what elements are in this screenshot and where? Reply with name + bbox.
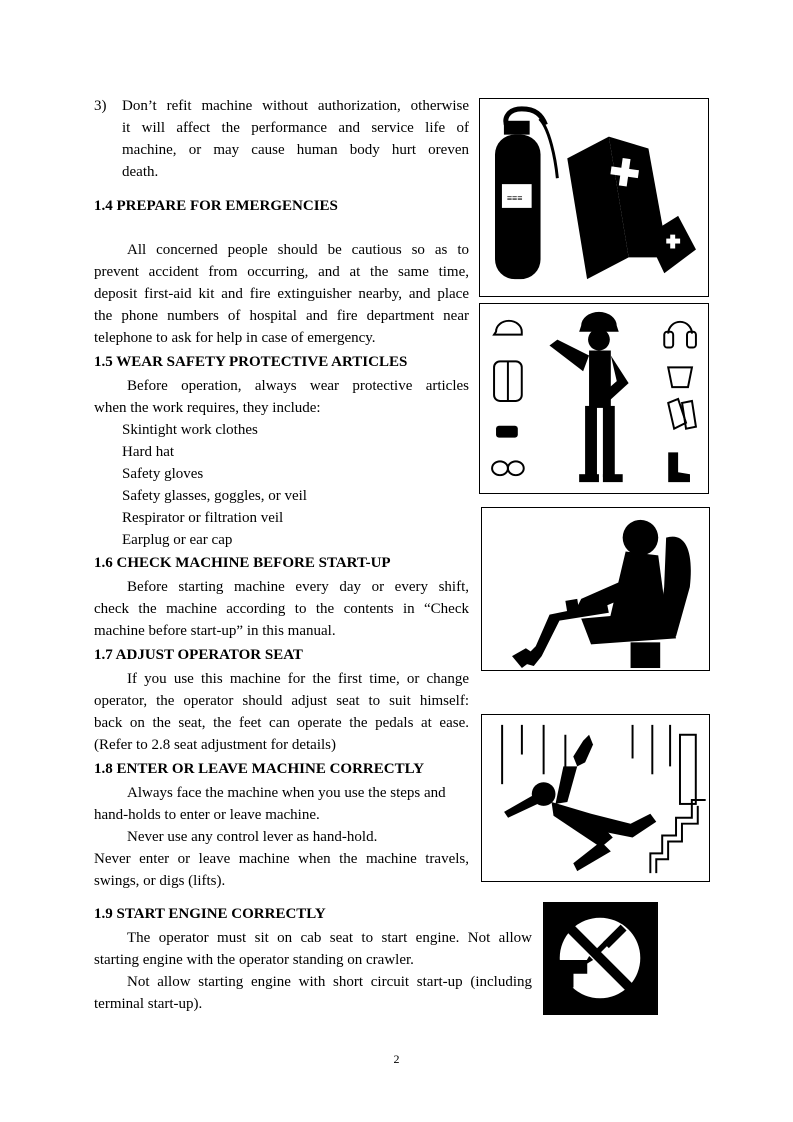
- s15-item-3: Safety gloves: [122, 466, 204, 482]
- svg-text:≡≡≡: ≡≡≡: [506, 192, 523, 203]
- s16-line-2: check the machine according to the contents in “Check: [94, 601, 469, 617]
- page-number: 2: [393, 1052, 400, 1066]
- s18-line-4: Never enter or leave machine when the machine travels,: [94, 851, 469, 867]
- s19-line-1: The operator must sit on cab seat to start engine. Not allow: [127, 930, 532, 946]
- seated-operator-icon: [482, 508, 709, 670]
- s17-line-2: operator, the operator should adjust seat to suit himself:: [94, 693, 469, 709]
- s15-line-1: Before operation, always wear protective articles: [127, 378, 469, 394]
- item3-line-2: it will affect the performance and service life of: [122, 120, 469, 136]
- s17-line-4: (Refer to 2.8 seat adjustment for details): [94, 737, 337, 753]
- s15-item-1: Skintight work clothes: [122, 422, 258, 438]
- s18-line-1: Always face the machine when you use the steps and: [127, 785, 446, 801]
- s15-item-2: Hard hat: [122, 444, 175, 460]
- item3-line-1: Don’t refit machine without authorization, otherwise: [122, 98, 469, 114]
- s17-line-1: If you use this machine for the first time, or change: [127, 671, 469, 687]
- heading-1-8: 1.8 ENTER OR LEAVE MACHINE CORRECTLY: [94, 761, 425, 777]
- s14-line-1: All concerned people should be cautious so as to: [127, 242, 469, 258]
- s14-line-2: prevent accident from occurring, and at the same time,: [94, 264, 469, 280]
- s17-line-3: back on the seat, the feet can operate the pedals at ease.: [94, 715, 469, 731]
- s16-line-3: machine before start-up” in this manual.: [94, 623, 336, 639]
- falling-person-icon: [482, 715, 709, 881]
- s16-line-1: Before starting machine every day or every shift,: [127, 579, 469, 595]
- s19-line-2: starting engine with the operator standing on crawler.: [94, 952, 414, 968]
- s15-item-6: Earplug or ear cap: [122, 532, 233, 548]
- s18-line-2: hand-holds to enter or leave machine.: [94, 807, 320, 823]
- heading-1-4: 1.4 PREPARE FOR EMERGENCIES: [94, 198, 338, 214]
- s14-line-3: deposit first-aid kit and fire extinguisher nearby, and place: [94, 286, 469, 302]
- fire-extinguisher-firstaid-icon: [480, 99, 708, 296]
- s19-line-4: terminal start-up).: [94, 996, 203, 1012]
- s19-line-3: Not allow starting engine with short circuit start-up (including: [127, 974, 532, 990]
- s18-line-5: swings, or digs (lifts).: [94, 873, 226, 889]
- s15-item-5: Respirator or filtration veil: [122, 510, 284, 526]
- s15-item-4: Safety glasses, goggles, or veil: [122, 488, 307, 504]
- heading-1-7: 1.7 ADJUST OPERATOR SEAT: [94, 647, 303, 663]
- enter-leave-machine-illustration: [481, 714, 710, 882]
- protective-gear-icon: [480, 304, 708, 493]
- s14-line-5: telephone to ask for help in case of emergency.: [94, 330, 376, 346]
- s15-line-2: when the work requires, they include:: [94, 400, 321, 416]
- heading-1-9: 1.9 START ENGINE CORRECTLY: [94, 906, 326, 922]
- s18-line-3: Never use any control lever as hand-hold.: [127, 829, 378, 845]
- operator-seat-illustration: [481, 507, 710, 671]
- prohibition-icon: [544, 903, 657, 1014]
- item3-line-4: death.: [122, 164, 159, 180]
- protective-articles-illustration: [479, 303, 709, 494]
- heading-1-6: 1.6 CHECK MACHINE BEFORE START-UP: [94, 555, 391, 571]
- item3-number: 3): [94, 98, 107, 114]
- heading-1-5: 1.5 WEAR SAFETY PROTECTIVE ARTICLES: [94, 354, 408, 370]
- s14-line-4: the phone numbers of hospital and fire department near: [94, 308, 469, 324]
- emergency-equipment-illustration: [479, 98, 709, 297]
- item3-line-3: machine, or may cause human body hurt oreven: [122, 142, 469, 158]
- no-short-circuit-start-illustration: [543, 902, 658, 1015]
